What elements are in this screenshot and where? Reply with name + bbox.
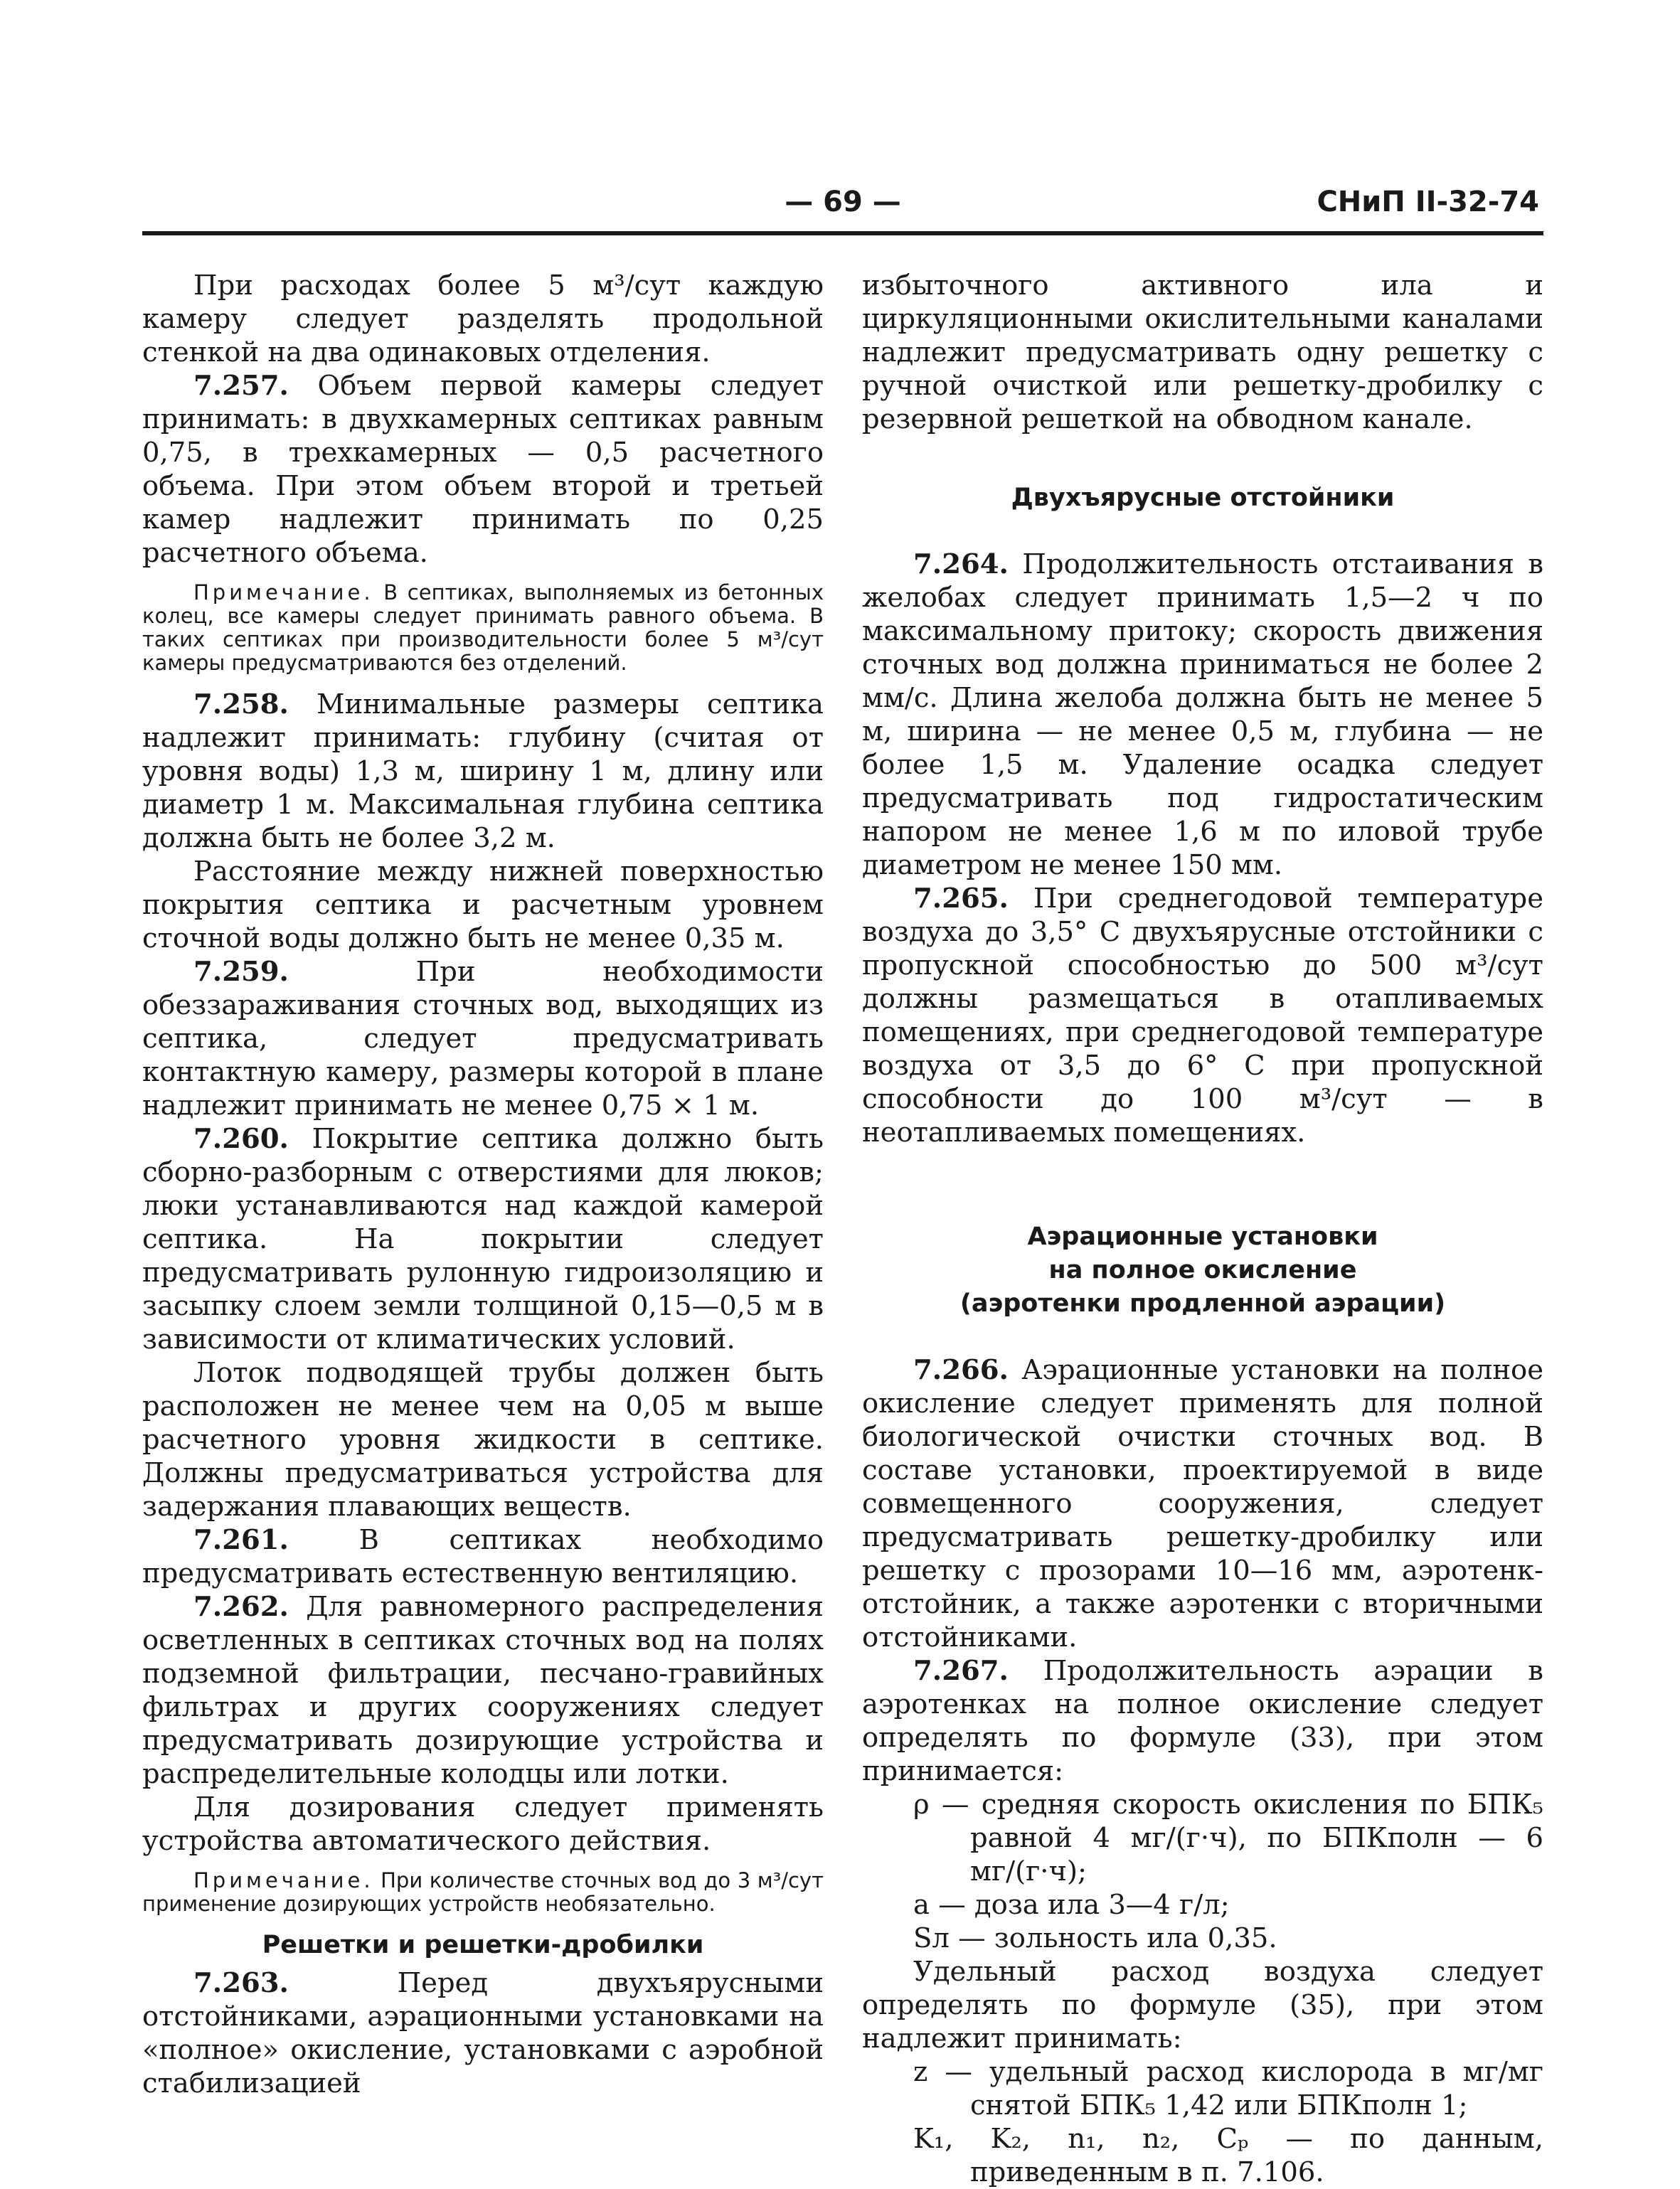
paragraph: Расстояние между нижней поверхностью покрытия септика и расчетным уровнем сточной воды должно быть не менее 0,35 м. (142, 856, 824, 954)
page-header (142, 181, 1543, 235)
note-text: В септиках, выполняемых из бетонных колец, все камеры следует принимать равного объема. В таких септиках при производительности более 5 м³/сут камеры предусматриваются без отделений. (142, 580, 824, 675)
definition-list (913, 2055, 1543, 2189)
clause-number: 7.264. (913, 548, 1009, 580)
clause-7-260 (142, 1122, 824, 1356)
definition-item: Sл — зольность ила 0,35. (913, 1922, 1277, 1954)
clause-7-263 (142, 1966, 824, 2100)
clause-text: Минимальные размеры септика надлежит принимать: глубину (считая от уровня воды) 1,3 м, ширину 1 м, длину или диаметр 1 м. Максимальная глубина септика должна быть не более 3,2 м. (142, 688, 824, 854)
clause-number: 7.262. (193, 1591, 289, 1623)
section-heading: Решетки и решетки-дробилки (262, 1931, 704, 1959)
clause-text: Аэрационные установки на полное окисление следует применять для полной биологической очистки сточных вод. В составе установки, проектируемой в виде совмещенного сооружения, следует предусматривать решетку-дробилку или решетку с прозорами 10—16 мм, аэротенк-отстойник, а также аэротенки с вторичными отстойниками. (862, 1354, 1543, 1653)
paragraph: Для дозирования следует применять устройства автоматического действия. (142, 1791, 824, 1857)
clause-7-258 (142, 688, 824, 855)
clause-text: Покрытие септика должно быть сборно-разборным с отверстиями для люков; люки устанавливаются над каждой камерой септика. На покрытии следует предусматривать рулонную гидроизоляцию и засыпку слоем земли толщиной 0,15—0,5 м в зависимости от климатических условий. (142, 1123, 824, 1356)
clause-number: 7.265. (913, 883, 1009, 915)
clause-7-266 (862, 1353, 1543, 1654)
paragraph: Лоток подводящей трубы должен быть расположен не менее чем на 0,05 м выше расчетного уровня жидкости в септике. Должны предусматриваться устройства для задержания плавающих веществ. (142, 1357, 824, 1523)
definition-item: ρ — средняя скорость окисления по БПК₅ равной 4 мг/(г·ч), по БПКполн — 6 мг/(г·ч); (913, 1789, 1543, 1887)
note-text: При количестве сточных вод до 3 м³/сут применение дозирующих устройств необязательно. (142, 1868, 824, 1916)
section-heading: Двухъярусные отстойники (1011, 484, 1395, 512)
clause-7-262 (142, 1590, 824, 1791)
paragraph: Удельный расход воздуха следует определять по формуле (35), при этом надлежит принимать: (862, 1956, 1543, 2055)
clause-text: При среднегодовой температуре воздуха до 3,5° С двухъярусные отстойники с пропускной способностью до 500 м³/сут должны размещаться в отапливаемых помещениях, при среднегодовой температуре воздуха от 3,5 до 6° С при пропускной способности до 100 м³/сут — в неотапливаемых помещениях. (862, 883, 1543, 1149)
definition-item: a — доза ила 3—4 г/л; (913, 1889, 1230, 1921)
note (142, 1869, 824, 1916)
section-heading-line: (аэротенки продленной аэрации) (959, 1289, 1446, 1318)
clause-number: 7.257. (193, 370, 289, 402)
clause-number: 7.267. (913, 1655, 1009, 1687)
paragraph: избыточного активного ила и циркуляционными окислительными каналами надлежит предусматривать одну решетку с ручной очисткой или решетку-дробилку с резервной решеткой на обводном канале. (862, 270, 1543, 435)
clause-text: Для равномерного распределения осветленных в септиках сточных вод на полях подземной фильтрации, песчано-гравийных фильтрах и других сооружениях следует предусматривать дозирующие устройства и распределительные колодцы или лотки. (142, 1591, 824, 1790)
document-code: СНиП II-32-74 (1317, 186, 1539, 218)
clause-7-264 (862, 548, 1543, 882)
definition-list (913, 1788, 1543, 1955)
clause-7-259 (142, 955, 824, 1122)
note-label: Примечание. (193, 1868, 374, 1892)
section-heading-line: Аэрационные установки (1027, 1223, 1378, 1251)
left-column (142, 269, 824, 2100)
page-number: — 69 — (785, 186, 901, 218)
clause-number: 7.261. (193, 1524, 289, 1556)
paragraph: При расходах более 5 м³/сут каждую камеру следует разделять продольной стенкой на два одинаковых отделения. (142, 270, 824, 368)
right-column (862, 269, 1543, 2189)
clause-number: 7.263. (193, 1967, 289, 1999)
note-label: Примечание. (193, 580, 374, 604)
clause-7-267 (862, 1654, 1543, 1788)
clause-text: При необходимости обеззараживания сточных вод, выходящих из септика, следует предусматривать контактную камеру, размеры которой в плане надлежит принимать не менее 0,75 × 1 м. (142, 956, 824, 1122)
clause-number: 7.260. (193, 1123, 289, 1155)
section-heading (862, 1220, 1543, 1321)
clause-number: 7.259. (193, 956, 289, 988)
clause-7-261 (142, 1523, 824, 1590)
clause-text: Перед двухъярусными отстойниками, аэрационными установками на «полное» окисление, установками с аэробной стабилизацией (142, 1967, 824, 2099)
clause-text: Продолжительность аэрации в аэротенках на полное окисление следует определять по формуле (33), при этом принимается: (862, 1655, 1543, 1787)
clause-7-257 (142, 369, 824, 570)
clause-7-265 (862, 882, 1543, 1149)
clause-number: 7.258. (193, 688, 289, 720)
clause-text: В септиках необходимо предусматривать естественную вентиляцию. (142, 1524, 824, 1589)
section-heading-line: на полное окисление (1048, 1256, 1357, 1284)
definition-item: K₁, K₂, n₁, n₂, Cₚ — по данным, приведенным в п. 7.106. (913, 2123, 1543, 2188)
clause-number: 7.266. (913, 1354, 1009, 1386)
note (142, 581, 824, 675)
clause-text: Объем первой камеры следует принимать: в двухкамерных септиках равным 0,75, в трехкамерных — 0,5 расчетного объема. При этом объем второй и третьей камер надлежит принимать по 0,25 расчетного объема. (142, 370, 824, 569)
clause-text: Продолжительность отстаивания в желобах следует принимать 1,5—2 ч по максимальному притоку; скорость движения сточных вод должна приниматься не более 2 мм/с. Длина желоба должна быть не менее 5 м, ширина — не менее 0,5 м, глубина — не более 1,5 м. Удаление осадка следует предусматривать под гидростатическим напором не менее 1,6 м по иловой трубе диаметром не менее 150 мм. (862, 548, 1543, 881)
definition-item: z — удельный расход кислорода в мг/мг снятой БПК₅ 1,42 или БПКполн 1; (913, 2056, 1543, 2121)
